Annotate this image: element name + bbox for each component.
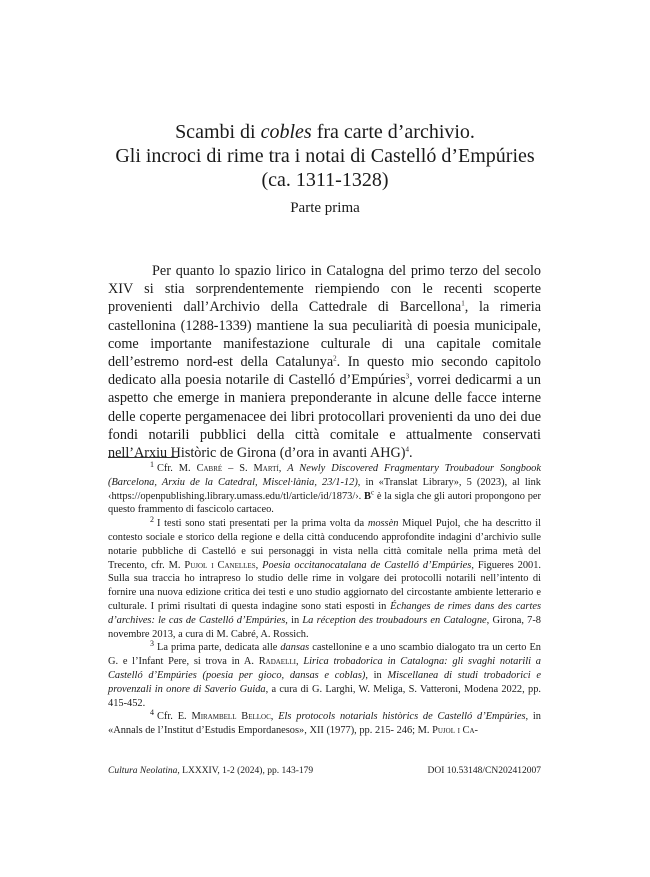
journal-citation (108, 765, 313, 777)
footnote-ref[interactable]: 3 (405, 372, 410, 381)
page-footer (108, 765, 541, 777)
footnote-text: , Figueres 2001. Sulla sua traccia ho intrapreso lo studio delle rime in volgare dei protocolli notarili nell’intento di fornire una nuova edizione critica dei testi e uno studio aggiornato del circostante ambiente letterario e culturale. I primi risultati di questa indagine sono stati esposti in (108, 559, 541, 612)
doi[interactable]: DOI 10.53148/CN202412007 (427, 766, 541, 776)
footnote-text: , (278, 463, 288, 474)
italic-term: dansas (280, 642, 310, 654)
title-line-1 (60, 120, 590, 144)
author-name: Martí (253, 463, 279, 474)
body-text-run: . In questo mio secondo capitolo dedicato alla poesia notarile di Castelló d’Empúries (108, 354, 541, 389)
footnote-text: La prima parte, dedicata alle (157, 642, 281, 654)
work-title: Échanges de rimes dans des cartes d’archives: le cas de Castelló d’Empúries (108, 600, 541, 626)
author-name: Cabré (196, 463, 223, 474)
footnote-number: 2 (150, 514, 154, 524)
footnote-text: , in (285, 614, 303, 626)
footnote-4 (108, 707, 541, 738)
footnote-text: , (270, 711, 279, 723)
work-title: Lirica trobadorica in Catalogna: gli svaghi notarili a Castelló d’Empúries (poesia per gioco, dansas e coblas) (108, 656, 542, 681)
footnote-text: , (295, 656, 304, 668)
footnote-text: , a cura di G. Larghi, W. Meliga, S. Vatteroni, Modena 2022, pp. 415-452. (108, 683, 541, 709)
subtitle: Parte prima (290, 200, 360, 216)
body-text-run: Per quanto lo spazio lirico in Catalogna del primo terzo del secolo XIV si stia sorprendentemente riempiendo con le recenti scoperte provenienti dall’Archivio della Cattedrale di Barcellona (108, 263, 541, 316)
title-text: Scambi di (175, 121, 261, 143)
footnote-number: 3 (150, 638, 154, 648)
footnote-text: Cfr. M. (157, 463, 197, 474)
work-title: La réception des troubadours en Catalogne (302, 614, 487, 626)
body-text-run: , vorrei dedicarmi a un aspetto che emerge in maniera preponderante in alcune delle facce interne delle coperte pergamenacee dei libri protocollari provenienti da uno dei due fondi notarili pubblici della città comitale e attualmente conservati nell’Arxiu Històric de Girona (d’ora in avanti AHG) (108, 372, 541, 462)
footnote-text: , (255, 559, 263, 571)
italic-term: mossèn (367, 518, 399, 530)
body-paragraph (108, 262, 541, 462)
footnote-number: 4 (150, 707, 154, 717)
footnote-ref[interactable]: 2 (333, 354, 337, 363)
journal-name: Cultura Neolatina (108, 766, 178, 776)
body-text-run: , la rimeria castellonina (1288-1339) mantiene la sua peculiarità di poesia municipale, come importante manifestazione culturale di una capitale comitale dell’estremo nord-est della Catalunya (108, 299, 541, 371)
footnote-text: è la sigla che gli autori propongono per questo frammento di fascicolo cartaceo. (108, 490, 541, 516)
footnote-text: castellonine e a uno scambio dialogato tra un certo En G. e l’Infant Pere, si trova in A. (108, 642, 541, 668)
author-name: Mirambell Belloc (191, 711, 271, 723)
work-title: Miscellanea di studi trobadorici e provenzali in onore di Saverio Guida (108, 669, 541, 695)
author-name: Pujol i Ca- (432, 725, 478, 737)
siglum: B (364, 490, 371, 502)
footnote-text: , in «Annals de l’Institut d’Estudis Empordanesos», XII (1977), pp. 215- 246; M. (108, 711, 541, 737)
work-title: Els protocols notarials històrics de Castelló d’Empúries (278, 711, 526, 723)
footnote-ref[interactable]: 4 (405, 445, 409, 454)
body-text (108, 262, 541, 462)
title-text: fra carte d’archivio. (311, 121, 475, 143)
work-title: Poesia occitanocatalana de Castelló d’Empúries (262, 559, 472, 571)
author-name: Pujol i Canelles (184, 559, 256, 571)
footnote-link-text[interactable]: , in «Translat Library», 5 (2023), al link ‹https://openpublishing.library.umass.edu/tl/article/id/1873/›. (108, 476, 541, 502)
footnote-number: 1 (150, 459, 154, 469)
footnote-ref[interactable]: 1 (461, 299, 465, 308)
footnote-text: , in (365, 669, 388, 681)
journal-issue: , LXXXIV, 1-2 (2024), pp. 143-179 (177, 766, 314, 776)
footnote-divider (108, 457, 178, 458)
footnote-text: – S. (222, 463, 254, 474)
footnote-3 (108, 638, 542, 710)
footnote-text: , Girona, 7-8 novembre 2013, a cura di M. Cabré, A. Rossich. (108, 614, 541, 640)
title-line-3: (ca. 1311-1328) (261, 169, 389, 191)
footnote-2 (108, 514, 542, 641)
title-line-2: Gli incroci di rime tra i notai di Castelló d’Empúries (115, 145, 535, 167)
article-title-block (60, 120, 590, 218)
footnotes (108, 459, 542, 738)
work-title: A Newly Discovered Fragmentary Troubadour Songbook (Barcelona, Arxiu de la Catedral, Miscel·lània, 23/1-12) (108, 463, 541, 488)
footnote-text: Miquel Pujol, che ha descritto il contesto sociale e storico della regione e della città conducendo approfondite indagini d’archivio sulle notarie pubbliche di Castelló e sui personaggi in vista nella città comitale nella prima metà del Trecento, cfr. M. (108, 518, 542, 571)
footnote-1 (108, 459, 541, 517)
footnote-text: Cfr. E. (157, 711, 192, 723)
footnote-text: I testi sono stati presentati per la prima volta da (157, 518, 368, 530)
siglum-superscript: c (370, 488, 375, 497)
author-name: Radaelli (258, 656, 296, 668)
body-text-run: . (408, 445, 413, 462)
title-italic-word: cobles (260, 121, 312, 143)
